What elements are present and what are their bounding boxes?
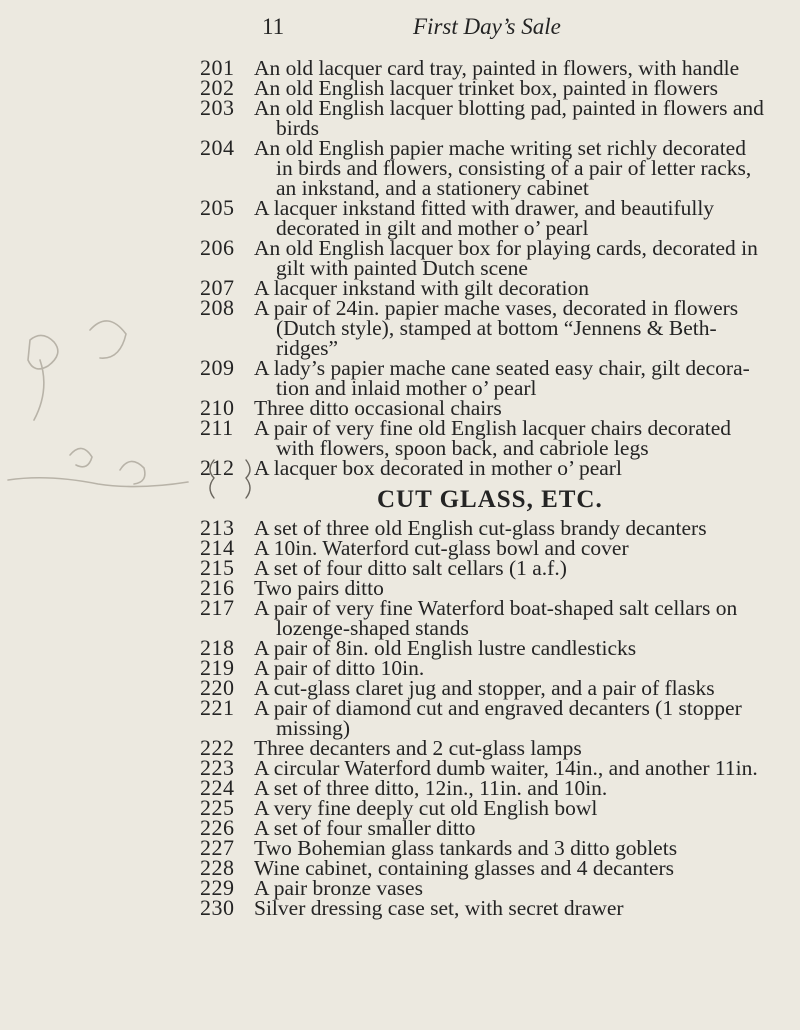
lot-number: 228 xyxy=(200,855,235,880)
lot-description xyxy=(254,698,774,738)
lot-description-line: An old English lacquer box for playing cards, decorated in xyxy=(254,236,758,260)
lot-description xyxy=(254,658,774,678)
lot-description-line: An old lacquer card tray, painted in flowers, with handle xyxy=(254,56,740,80)
lot-entry xyxy=(0,575,800,600)
lot-entry xyxy=(0,235,800,280)
lot-description xyxy=(254,58,774,78)
lot-entry xyxy=(0,655,800,680)
lot-description xyxy=(254,398,774,418)
lot-entry xyxy=(0,595,800,640)
lot-entry xyxy=(0,195,800,240)
lot-description-line: A lacquer box decorated in mother o’ pearl xyxy=(254,456,622,480)
lot-description-line: Two pairs ditto xyxy=(254,576,384,600)
lot-number: 206 xyxy=(200,235,235,260)
lot-number: 205 xyxy=(200,195,235,220)
lot-description-line: (Dutch style), stamped at bottom “Jennens & Beth- xyxy=(276,316,717,340)
lot-description-line: birds xyxy=(276,116,319,140)
lot-description xyxy=(254,838,774,858)
lot-entry xyxy=(0,55,800,80)
lot-description xyxy=(254,78,774,98)
lot-description-line: A pair of diamond cut and engraved decanters (1 stopper xyxy=(254,696,742,720)
lot-description xyxy=(254,198,774,238)
lot-number: 201 xyxy=(200,55,235,80)
lot-description-line: ridges” xyxy=(276,336,339,360)
lot-entry xyxy=(0,775,800,800)
lot-description-line: A set of four ditto salt cellars (1 a.f.) xyxy=(254,556,567,580)
lot-description xyxy=(254,458,774,478)
lot-entry xyxy=(0,555,800,580)
lot-number: 229 xyxy=(200,875,235,900)
lot-description-line: Three decanters and 2 cut-glass lamps xyxy=(254,736,582,760)
lot-entry xyxy=(0,835,800,860)
lot-group-cut-glass xyxy=(0,515,800,920)
lot-entry xyxy=(0,455,800,480)
lot-entry xyxy=(0,635,800,660)
running-title: First Day’s Sale xyxy=(413,14,561,39)
lot-description-line: A pair of ditto 10in. xyxy=(254,656,425,680)
lot-description xyxy=(254,138,774,198)
lot-description-line: A set of four smaller ditto xyxy=(254,816,476,840)
lot-description xyxy=(254,818,774,838)
lot-description-line: with flowers, spoon back, and cabriole legs xyxy=(276,436,649,460)
lot-number: 203 xyxy=(200,95,235,120)
lot-description-line: An old English papier mache writing set richly decorated xyxy=(254,136,746,160)
lot-number: 222 xyxy=(200,735,235,760)
lot-description-line: decorated in gilt and mother o’ pearl xyxy=(276,216,589,240)
lot-number: 210 xyxy=(200,395,235,420)
lot-entry xyxy=(0,515,800,540)
lot-number: 208 xyxy=(200,295,235,320)
lot-description-line: in birds and flowers, consisting of a pair of letter racks, xyxy=(276,156,752,180)
lot-number: 225 xyxy=(200,795,235,820)
lot-description-line: A pair of 24in. papier mache vases, decorated in flowers xyxy=(254,296,739,320)
lot-description-line: Two Bohemian glass tankards and 3 ditto goblets xyxy=(254,836,678,860)
lot-description xyxy=(254,758,774,778)
lot-description xyxy=(254,418,774,458)
lot-description xyxy=(254,518,774,538)
lot-description-line: An old English lacquer trinket box, painted in flowers xyxy=(254,76,718,100)
lot-number: 224 xyxy=(200,775,235,800)
lot-number: 223 xyxy=(200,755,235,780)
lot-description xyxy=(254,538,774,558)
lot-number: 226 xyxy=(200,815,235,840)
lot-entry xyxy=(0,795,800,820)
lot-number: 219 xyxy=(200,655,235,680)
lot-description-line: A very fine deeply cut old English bowl xyxy=(254,796,598,820)
lot-description-line: A 10in. Waterford cut-glass bowl and cover xyxy=(254,536,629,560)
lot-entry xyxy=(0,755,800,780)
lot-number: 215 xyxy=(200,555,235,580)
lot-description xyxy=(254,738,774,758)
lot-description-line: A cut-glass claret jug and stopper, and a pair of flasks xyxy=(254,676,715,700)
lot-description xyxy=(254,638,774,658)
lot-description-line: lozenge-shaped stands xyxy=(276,616,469,640)
lot-number: 211 xyxy=(200,415,234,440)
lot-entry xyxy=(0,675,800,700)
lot-description xyxy=(254,578,774,598)
lot-description-line: A circular Waterford dumb waiter, 14in., and another 11in. xyxy=(254,756,758,780)
lot-description-line: an inkstand, and a stationery cabinet xyxy=(276,176,589,200)
lot-description-line: A pair of 8in. old English lustre candlesticks xyxy=(254,636,637,660)
lot-entry xyxy=(0,875,800,900)
lot-entry xyxy=(0,355,800,400)
lot-number: 212 xyxy=(200,455,235,480)
lot-entry xyxy=(0,95,800,140)
lot-entry xyxy=(0,135,800,200)
lot-number: 217 xyxy=(200,595,235,620)
page-header xyxy=(0,10,800,40)
lot-description xyxy=(254,598,774,638)
lot-description-line: Wine cabinet, containing glasses and 4 decanters xyxy=(254,856,675,880)
lot-description xyxy=(254,898,774,918)
lot-number: 218 xyxy=(200,635,235,660)
lot-description xyxy=(254,278,774,298)
lot-description-line: A pair of very fine old English lacquer chairs decorated xyxy=(254,416,731,440)
lot-entry xyxy=(0,735,800,760)
lot-entry xyxy=(0,415,800,460)
lot-number: 227 xyxy=(200,835,235,860)
lot-number: 209 xyxy=(200,355,235,380)
lot-description xyxy=(254,298,774,358)
lot-description-line: missing) xyxy=(276,716,351,740)
lot-description xyxy=(254,238,774,278)
lot-description-line: A set of three ditto, 12in., 11in. and 10in. xyxy=(254,776,608,800)
lot-number: 230 xyxy=(200,895,235,920)
lot-description-line: A pair bronze vases xyxy=(254,876,423,900)
lot-description-line: An old English lacquer blotting pad, painted in flowers and xyxy=(254,96,764,120)
lot-number: 204 xyxy=(200,135,235,160)
lot-entry xyxy=(0,895,800,920)
lot-group-lacquer xyxy=(0,55,800,480)
lot-description xyxy=(254,798,774,818)
lot-description-line: A lacquer inkstand with gilt decoration xyxy=(254,276,589,300)
lot-entry xyxy=(0,295,800,360)
lot-number: 202 xyxy=(200,75,235,100)
lot-description-line: A set of three old English cut-glass brandy decanters xyxy=(254,516,707,540)
lot-description-line: A lady’s papier mache cane seated easy chair, gilt decora- xyxy=(254,356,750,380)
section-heading xyxy=(0,478,800,518)
section-heading-text: CUT GLASS, ETC. xyxy=(377,486,603,513)
lot-number: 220 xyxy=(200,675,235,700)
lot-number: 214 xyxy=(200,535,235,560)
lot-entry xyxy=(0,275,800,300)
lot-description xyxy=(254,358,774,398)
lot-description xyxy=(254,558,774,578)
lot-entry xyxy=(0,855,800,880)
lot-description-line: A lacquer inkstand fitted with drawer, and beautifully xyxy=(254,196,715,220)
lot-entry xyxy=(0,535,800,560)
lot-description xyxy=(254,778,774,798)
lot-number: 216 xyxy=(200,575,235,600)
lot-description xyxy=(254,678,774,698)
lot-number: 207 xyxy=(200,275,235,300)
lot-entry xyxy=(0,815,800,840)
lot-description xyxy=(254,98,774,138)
lot-list xyxy=(0,55,800,920)
lot-description xyxy=(254,878,774,898)
lot-description xyxy=(254,858,774,878)
lot-description-line: Silver dressing case set, with secret drawer xyxy=(254,896,624,920)
lot-description-line: A pair of very fine Waterford boat-shaped salt cellars on xyxy=(254,596,738,620)
lot-entry xyxy=(0,75,800,100)
lot-description-line: tion and inlaid mother o’ pearl xyxy=(276,376,537,400)
lot-description-line: Three ditto occasional chairs xyxy=(254,396,502,420)
lot-description-line: gilt with painted Dutch scene xyxy=(276,256,528,280)
lot-entry xyxy=(0,395,800,420)
lot-number: 213 xyxy=(200,515,235,540)
page-number: 11 xyxy=(262,14,285,39)
lot-entry xyxy=(0,695,800,740)
lot-number: 221 xyxy=(200,695,235,720)
